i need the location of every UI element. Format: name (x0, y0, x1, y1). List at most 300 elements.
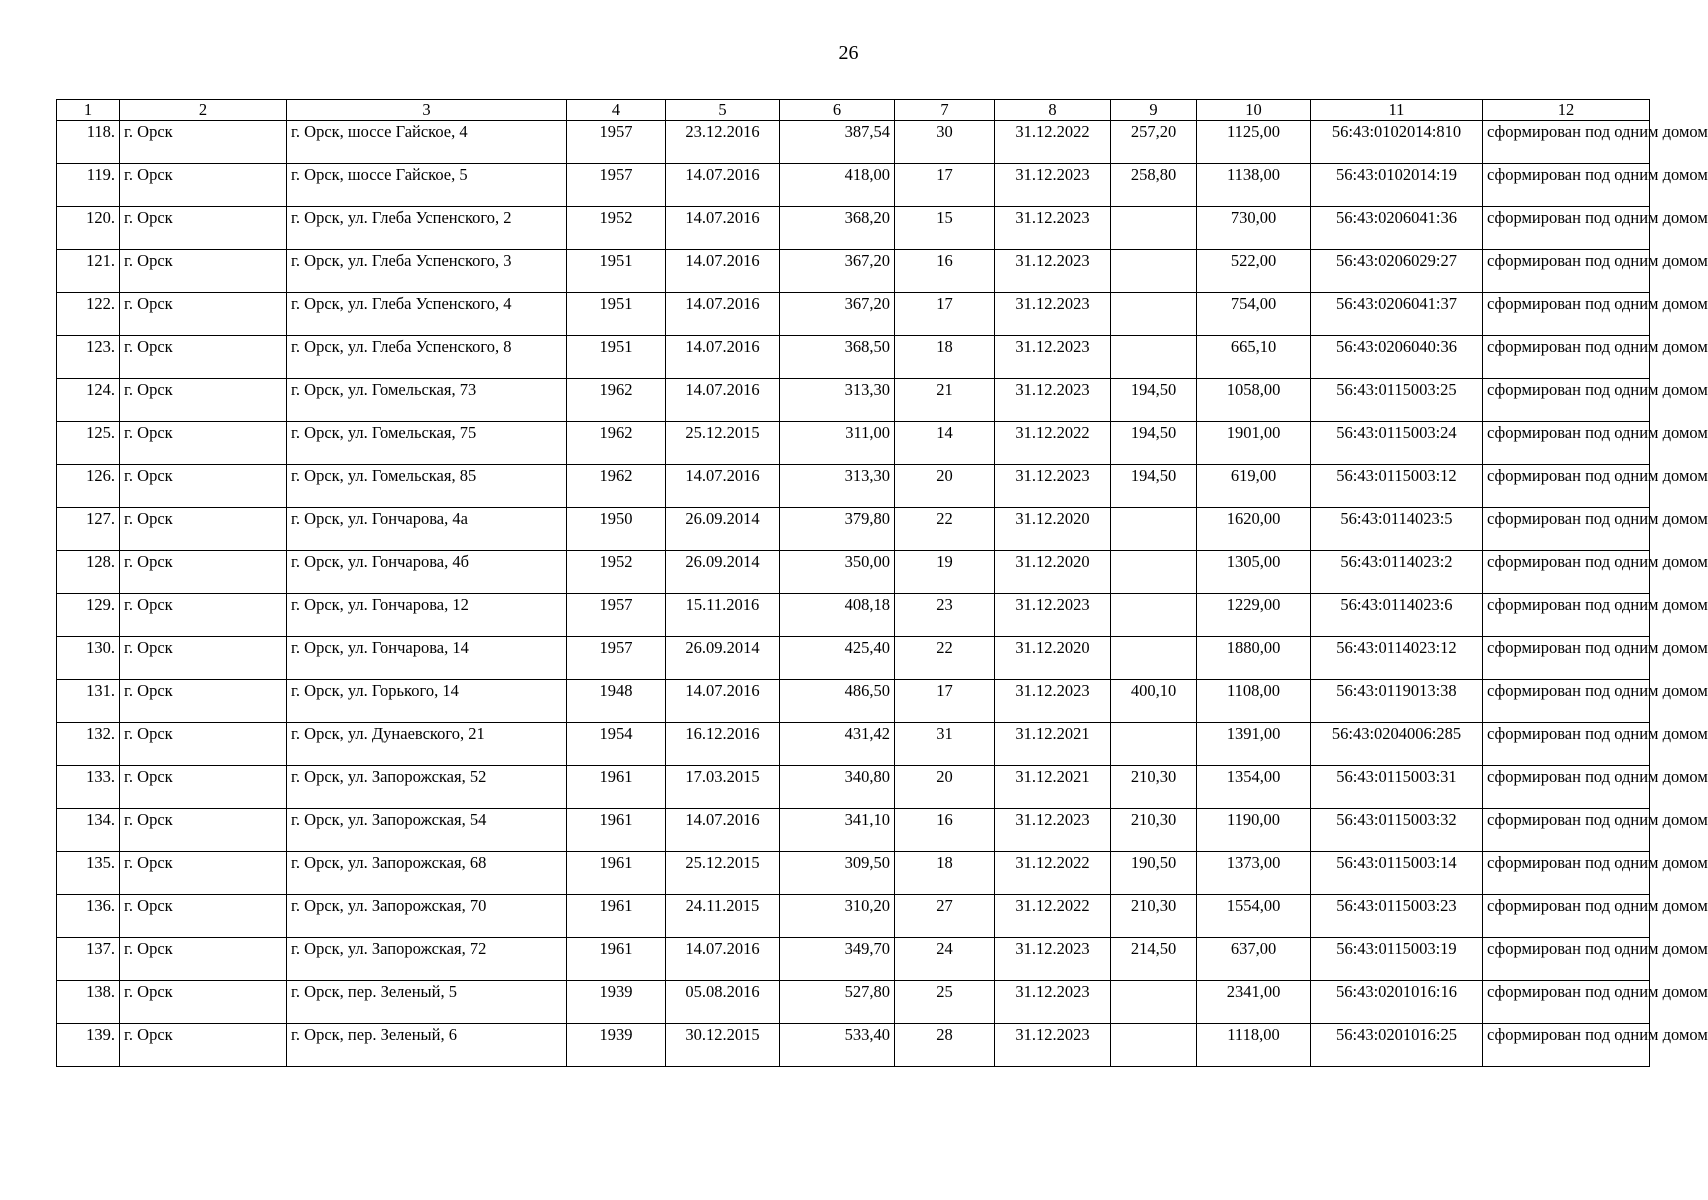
address-cell: г. Орск, ул. Запорожская, 70 (287, 895, 567, 938)
row-number-cell: 131. (57, 680, 120, 723)
deadline-cell: 31.12.2023 (995, 465, 1111, 508)
date-cell: 14.07.2016 (666, 465, 780, 508)
address-cell: г. Орск, пер. Зеленый, 6 (287, 1024, 567, 1067)
table-row (57, 766, 1650, 809)
date-cell: 14.07.2016 (666, 938, 780, 981)
cadastral-number-cell: 56:43:0206041:36 (1311, 207, 1483, 250)
deadline-cell: 31.12.2023 (995, 336, 1111, 379)
land-status-cell: сформирован под одним домом (1483, 422, 1650, 465)
land-area-cell: 1354,00 (1197, 766, 1311, 809)
address-cell: г. Орск, ул. Гомельская, 85 (287, 465, 567, 508)
column-header: 4 (567, 100, 666, 121)
land-area-cell: 1118,00 (1197, 1024, 1311, 1067)
address-cell: г. Орск, ул. Гончарова, 14 (287, 637, 567, 680)
build-year-cell: 1951 (567, 293, 666, 336)
cadastral-number-cell: 56:43:0115003:14 (1311, 852, 1483, 895)
land-area-cell: 1125,00 (1197, 121, 1311, 164)
table-row (57, 981, 1650, 1024)
address-cell: г. Орск, ул. Глеба Успенского, 3 (287, 250, 567, 293)
cadastral-number-cell: 56:43:0115003:19 (1311, 938, 1483, 981)
deadline-cell: 31.12.2022 (995, 121, 1111, 164)
date-cell: 30.12.2015 (666, 1024, 780, 1067)
area-cell: 418,00 (780, 164, 895, 207)
residents-cell: 30 (895, 121, 995, 164)
table-row (57, 680, 1650, 723)
value-cell (1111, 336, 1197, 379)
row-number-cell: 118. (57, 121, 120, 164)
row-number-cell: 125. (57, 422, 120, 465)
row-number-cell: 134. (57, 809, 120, 852)
land-area-cell: 1373,00 (1197, 852, 1311, 895)
column-header: 12 (1483, 100, 1650, 121)
locality-cell: г. Орск (120, 250, 287, 293)
address-cell: г. Орск, ул. Глеба Успенского, 8 (287, 336, 567, 379)
address-cell: г. Орск, ул. Гомельская, 73 (287, 379, 567, 422)
land-status-cell: сформирован под одним домом (1483, 594, 1650, 637)
residents-cell: 18 (895, 852, 995, 895)
deadline-cell: 31.12.2023 (995, 1024, 1111, 1067)
residents-cell: 22 (895, 637, 995, 680)
locality-cell: г. Орск (120, 895, 287, 938)
land-area-cell: 1391,00 (1197, 723, 1311, 766)
deadline-cell: 31.12.2022 (995, 852, 1111, 895)
value-cell: 210,30 (1111, 766, 1197, 809)
residents-cell: 20 (895, 465, 995, 508)
locality-cell: г. Орск (120, 938, 287, 981)
residents-cell: 17 (895, 680, 995, 723)
column-header: 11 (1311, 100, 1483, 121)
cadastral-number-cell: 56:43:0115003:23 (1311, 895, 1483, 938)
date-cell: 26.09.2014 (666, 637, 780, 680)
land-status-cell: сформирован под одним домом (1483, 379, 1650, 422)
land-status-cell: сформирован под одним домом (1483, 121, 1650, 164)
value-cell (1111, 723, 1197, 766)
value-cell (1111, 1024, 1197, 1067)
table-row (57, 852, 1650, 895)
address-cell: г. Орск, ул. Запорожская, 54 (287, 809, 567, 852)
build-year-cell: 1939 (567, 1024, 666, 1067)
row-number-cell: 121. (57, 250, 120, 293)
value-cell: 194,50 (1111, 422, 1197, 465)
address-cell: г. Орск, пер. Зеленый, 5 (287, 981, 567, 1024)
row-number-cell: 124. (57, 379, 120, 422)
address-cell: г. Орск, ул. Запорожская, 68 (287, 852, 567, 895)
residents-cell: 14 (895, 422, 995, 465)
date-cell: 14.07.2016 (666, 336, 780, 379)
land-status-cell: сформирован под одним домом (1483, 465, 1650, 508)
land-area-cell: 637,00 (1197, 938, 1311, 981)
locality-cell: г. Орск (120, 422, 287, 465)
value-cell: 194,50 (1111, 465, 1197, 508)
table-row (57, 379, 1650, 422)
address-cell: г. Орск, ул. Дунаевского, 21 (287, 723, 567, 766)
deadline-cell: 31.12.2023 (995, 293, 1111, 336)
deadline-cell: 31.12.2022 (995, 422, 1111, 465)
cadastral-number-cell: 56:43:0115003:31 (1311, 766, 1483, 809)
cadastral-number-cell: 56:43:0114023:5 (1311, 508, 1483, 551)
cadastral-number-cell: 56:43:0201016:25 (1311, 1024, 1483, 1067)
land-status-cell: сформирован под одним домом (1483, 551, 1650, 594)
table-row (57, 809, 1650, 852)
value-cell: 194,50 (1111, 379, 1197, 422)
residents-cell: 17 (895, 164, 995, 207)
date-cell: 14.07.2016 (666, 379, 780, 422)
row-number-cell: 135. (57, 852, 120, 895)
table-row (57, 164, 1650, 207)
area-cell: 368,20 (780, 207, 895, 250)
area-cell: 340,80 (780, 766, 895, 809)
land-area-cell: 1108,00 (1197, 680, 1311, 723)
value-cell: 400,10 (1111, 680, 1197, 723)
row-number-cell: 133. (57, 766, 120, 809)
row-number-cell: 129. (57, 594, 120, 637)
row-number-cell: 137. (57, 938, 120, 981)
value-cell: 210,30 (1111, 809, 1197, 852)
row-number-cell: 132. (57, 723, 120, 766)
column-header: 10 (1197, 100, 1311, 121)
row-number-cell: 128. (57, 551, 120, 594)
locality-cell: г. Орск (120, 637, 287, 680)
deadline-cell: 31.12.2020 (995, 637, 1111, 680)
locality-cell: г. Орск (120, 121, 287, 164)
deadline-cell: 31.12.2023 (995, 379, 1111, 422)
build-year-cell: 1961 (567, 809, 666, 852)
land-area-cell: 1554,00 (1197, 895, 1311, 938)
land-status-cell: сформирован под одним домом (1483, 508, 1650, 551)
value-cell: 210,30 (1111, 895, 1197, 938)
address-cell: г. Орск, ул. Запорожская, 72 (287, 938, 567, 981)
value-cell (1111, 508, 1197, 551)
land-area-cell: 522,00 (1197, 250, 1311, 293)
build-year-cell: 1961 (567, 938, 666, 981)
residents-cell: 31 (895, 723, 995, 766)
land-status-cell: сформирован под одним домом (1483, 938, 1650, 981)
build-year-cell: 1951 (567, 250, 666, 293)
area-cell: 349,70 (780, 938, 895, 981)
housing-registry-table (56, 99, 1708, 1067)
table-row (57, 465, 1650, 508)
cadastral-number-cell: 56:43:0201016:16 (1311, 981, 1483, 1024)
row-number-cell: 122. (57, 293, 120, 336)
area-cell: 341,10 (780, 809, 895, 852)
locality-cell: г. Орск (120, 293, 287, 336)
cadastral-number-cell: 56:43:0115003:25 (1311, 379, 1483, 422)
address-cell: г. Орск, шоссе Гайское, 4 (287, 121, 567, 164)
address-cell: г. Орск, ул. Гомельская, 75 (287, 422, 567, 465)
column-header: 7 (895, 100, 995, 121)
land-area-cell: 1190,00 (1197, 809, 1311, 852)
date-cell: 26.09.2014 (666, 508, 780, 551)
area-cell: 379,80 (780, 508, 895, 551)
build-year-cell: 1961 (567, 895, 666, 938)
area-cell: 527,80 (780, 981, 895, 1024)
locality-cell: г. Орск (120, 723, 287, 766)
build-year-cell: 1957 (567, 594, 666, 637)
value-cell: 190,50 (1111, 852, 1197, 895)
land-status-cell: сформирован под одним домом (1483, 1024, 1650, 1067)
date-cell: 05.08.2016 (666, 981, 780, 1024)
deadline-cell: 31.12.2021 (995, 766, 1111, 809)
address-cell: г. Орск, ул. Гончарова, 12 (287, 594, 567, 637)
date-cell: 14.07.2016 (666, 809, 780, 852)
build-year-cell: 1950 (567, 508, 666, 551)
land-area-cell: 754,00 (1197, 293, 1311, 336)
residents-cell: 27 (895, 895, 995, 938)
cadastral-number-cell: 56:43:0119013:38 (1311, 680, 1483, 723)
land-status-cell: сформирован под одним домом (1483, 981, 1650, 1024)
cadastral-number-cell: 56:43:0206029:27 (1311, 250, 1483, 293)
locality-cell: г. Орск (120, 164, 287, 207)
deadline-cell: 31.12.2023 (995, 594, 1111, 637)
land-area-cell: 2341,00 (1197, 981, 1311, 1024)
table-row (57, 723, 1650, 766)
cadastral-number-cell: 56:43:0115003:24 (1311, 422, 1483, 465)
row-number-cell: 123. (57, 336, 120, 379)
address-cell: г. Орск, ул. Горького, 14 (287, 680, 567, 723)
table-row (57, 336, 1650, 379)
area-cell: 425,40 (780, 637, 895, 680)
row-number-cell: 119. (57, 164, 120, 207)
land-status-cell: сформирован под одним домом (1483, 207, 1650, 250)
build-year-cell: 1962 (567, 379, 666, 422)
residents-cell: 18 (895, 336, 995, 379)
locality-cell: г. Орск (120, 852, 287, 895)
row-number-cell: 138. (57, 981, 120, 1024)
residents-cell: 24 (895, 938, 995, 981)
row-number-cell: 120. (57, 207, 120, 250)
locality-cell: г. Орск (120, 1024, 287, 1067)
area-cell: 431,42 (780, 723, 895, 766)
locality-cell: г. Орск (120, 809, 287, 852)
build-year-cell: 1957 (567, 637, 666, 680)
build-year-cell: 1954 (567, 723, 666, 766)
land-area-cell: 619,00 (1197, 465, 1311, 508)
address-cell: г. Орск, ул. Глеба Успенского, 4 (287, 293, 567, 336)
area-cell: 311,00 (780, 422, 895, 465)
row-number-cell: 130. (57, 637, 120, 680)
deadline-cell: 31.12.2023 (995, 981, 1111, 1024)
table-row (57, 207, 1650, 250)
area-cell: 486,50 (780, 680, 895, 723)
land-status-cell: сформирован под одним домом (1483, 766, 1650, 809)
address-cell: г. Орск, ул. Гончарова, 4а (287, 508, 567, 551)
land-area-cell: 1901,00 (1197, 422, 1311, 465)
value-cell: 258,80 (1111, 164, 1197, 207)
build-year-cell: 1951 (567, 336, 666, 379)
cadastral-number-cell: 56:43:0102014:19 (1311, 164, 1483, 207)
date-cell: 25.12.2015 (666, 422, 780, 465)
value-cell (1111, 207, 1197, 250)
locality-cell: г. Орск (120, 551, 287, 594)
deadline-cell: 31.12.2023 (995, 938, 1111, 981)
value-cell: 214,50 (1111, 938, 1197, 981)
area-cell: 408,18 (780, 594, 895, 637)
residents-cell: 17 (895, 293, 995, 336)
build-year-cell: 1961 (567, 766, 666, 809)
address-cell: г. Орск, ул. Запорожская, 52 (287, 766, 567, 809)
land-area-cell: 1305,00 (1197, 551, 1311, 594)
cadastral-number-cell: 56:43:0204006:285 (1311, 723, 1483, 766)
table-row (57, 551, 1650, 594)
row-number-cell: 126. (57, 465, 120, 508)
locality-cell: г. Орск (120, 379, 287, 422)
land-area-cell: 1620,00 (1197, 508, 1311, 551)
deadline-cell: 31.12.2020 (995, 551, 1111, 594)
build-year-cell: 1939 (567, 981, 666, 1024)
address-cell: г. Орск, шоссе Гайское, 5 (287, 164, 567, 207)
cadastral-number-cell: 56:43:0115003:32 (1311, 809, 1483, 852)
residents-cell: 21 (895, 379, 995, 422)
page-number: 26 (838, 42, 859, 64)
build-year-cell: 1961 (567, 852, 666, 895)
area-cell: 350,00 (780, 551, 895, 594)
cadastral-number-cell: 56:43:0114023:6 (1311, 594, 1483, 637)
land-area-cell: 1138,00 (1197, 164, 1311, 207)
column-header: 5 (666, 100, 780, 121)
table-row (57, 250, 1650, 293)
deadline-cell: 31.12.2023 (995, 680, 1111, 723)
column-header: 9 (1111, 100, 1197, 121)
residents-cell: 23 (895, 594, 995, 637)
residents-cell: 20 (895, 766, 995, 809)
row-number-cell: 136. (57, 895, 120, 938)
locality-cell: г. Орск (120, 207, 287, 250)
land-status-cell: сформирован под одним домом (1483, 293, 1650, 336)
table-row (57, 895, 1650, 938)
address-cell: г. Орск, ул. Гончарова, 4б (287, 551, 567, 594)
area-cell: 313,30 (780, 379, 895, 422)
value-cell (1111, 250, 1197, 293)
table-row (57, 938, 1650, 981)
value-cell (1111, 981, 1197, 1024)
land-status-cell: сформирован под одним домом (1483, 164, 1650, 207)
date-cell: 14.07.2016 (666, 293, 780, 336)
value-cell: 257,20 (1111, 121, 1197, 164)
table-row (57, 1024, 1650, 1067)
table-row (57, 422, 1650, 465)
build-year-cell: 1962 (567, 422, 666, 465)
locality-cell: г. Орск (120, 594, 287, 637)
area-cell: 368,50 (780, 336, 895, 379)
date-cell: 15.11.2016 (666, 594, 780, 637)
date-cell: 14.07.2016 (666, 207, 780, 250)
area-cell: 387,54 (780, 121, 895, 164)
area-cell: 309,50 (780, 852, 895, 895)
date-cell: 17.03.2015 (666, 766, 780, 809)
locality-cell: г. Орск (120, 336, 287, 379)
deadline-cell: 31.12.2020 (995, 508, 1111, 551)
deadline-cell: 31.12.2023 (995, 250, 1111, 293)
residents-cell: 16 (895, 809, 995, 852)
table-row (57, 594, 1650, 637)
table-row (57, 293, 1650, 336)
residents-cell: 22 (895, 508, 995, 551)
land-area-cell: 730,00 (1197, 207, 1311, 250)
value-cell (1111, 293, 1197, 336)
build-year-cell: 1957 (567, 121, 666, 164)
residents-cell: 19 (895, 551, 995, 594)
date-cell: 25.12.2015 (666, 852, 780, 895)
column-header: 8 (995, 100, 1111, 121)
area-cell: 533,40 (780, 1024, 895, 1067)
residents-cell: 28 (895, 1024, 995, 1067)
table-row (57, 121, 1650, 164)
land-status-cell: сформирован под одним домом (1483, 809, 1650, 852)
locality-cell: г. Орск (120, 680, 287, 723)
residents-cell: 16 (895, 250, 995, 293)
land-status-cell: сформирован под одним домом (1483, 852, 1650, 895)
header-row (57, 100, 1650, 121)
land-area-cell: 665,10 (1197, 336, 1311, 379)
table-row (57, 637, 1650, 680)
table-row (57, 508, 1650, 551)
table-header (57, 100, 1650, 121)
table-body (57, 121, 1708, 1067)
value-cell (1111, 594, 1197, 637)
value-cell (1111, 637, 1197, 680)
cadastral-number-cell: 56:43:0206040:36 (1311, 336, 1483, 379)
locality-cell: г. Орск (120, 465, 287, 508)
area-cell: 313,30 (780, 465, 895, 508)
locality-cell: г. Орск (120, 766, 287, 809)
address-cell: г. Орск, ул. Глеба Успенского, 2 (287, 207, 567, 250)
deadline-cell: 31.12.2021 (995, 723, 1111, 766)
column-header: 3 (287, 100, 567, 121)
deadline-cell: 31.12.2022 (995, 895, 1111, 938)
date-cell: 23.12.2016 (666, 121, 780, 164)
land-status-cell: сформирован под одним домом (1483, 895, 1650, 938)
row-number-cell: 127. (57, 508, 120, 551)
cadastral-number-cell: 56:43:0206041:37 (1311, 293, 1483, 336)
land-status-cell: сформирован под одним домом (1483, 723, 1650, 766)
residents-cell: 25 (895, 981, 995, 1024)
area-cell: 367,20 (780, 293, 895, 336)
date-cell: 26.09.2014 (666, 551, 780, 594)
column-header: 6 (780, 100, 895, 121)
area-cell: 310,20 (780, 895, 895, 938)
cadastral-number-cell: 56:43:0102014:810 (1311, 121, 1483, 164)
column-header: 2 (120, 100, 287, 121)
date-cell: 16.12.2016 (666, 723, 780, 766)
residents-cell: 15 (895, 207, 995, 250)
locality-cell: г. Орск (120, 981, 287, 1024)
deadline-cell: 31.12.2023 (995, 809, 1111, 852)
locality-cell: г. Орск (120, 508, 287, 551)
date-cell: 14.07.2016 (666, 250, 780, 293)
value-cell (1111, 551, 1197, 594)
deadline-cell: 31.12.2023 (995, 164, 1111, 207)
date-cell: 14.07.2016 (666, 680, 780, 723)
build-year-cell: 1948 (567, 680, 666, 723)
land-status-cell: сформирован под одним домом (1483, 250, 1650, 293)
cadastral-number-cell: 56:43:0114023:2 (1311, 551, 1483, 594)
column-header: 1 (57, 100, 120, 121)
deadline-cell: 31.12.2023 (995, 207, 1111, 250)
build-year-cell: 1962 (567, 465, 666, 508)
land-status-cell: сформирован под одним домом (1483, 336, 1650, 379)
build-year-cell: 1957 (567, 164, 666, 207)
date-cell: 24.11.2015 (666, 895, 780, 938)
area-cell: 367,20 (780, 250, 895, 293)
cadastral-number-cell: 56:43:0114023:12 (1311, 637, 1483, 680)
land-area-cell: 1058,00 (1197, 379, 1311, 422)
cadastral-number-cell: 56:43:0115003:12 (1311, 465, 1483, 508)
date-cell: 14.07.2016 (666, 164, 780, 207)
land-status-cell: сформирован под одним домом (1483, 637, 1650, 680)
land-area-cell: 1229,00 (1197, 594, 1311, 637)
build-year-cell: 1952 (567, 551, 666, 594)
land-area-cell: 1880,00 (1197, 637, 1311, 680)
